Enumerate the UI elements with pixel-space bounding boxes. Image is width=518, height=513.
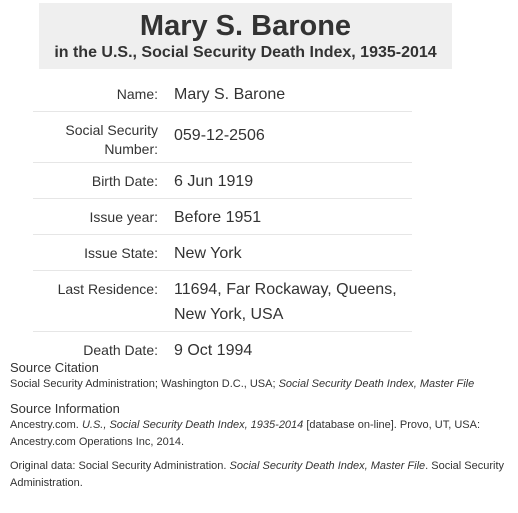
source-citation-heading: Source Citation [10,360,99,375]
fact-label: Birth Date: [33,163,174,199]
fact-row-issue-state [33,235,412,271]
source-information-heading: Source Information [10,401,120,416]
fact-value: 9 Oct 1994 [174,342,253,359]
person-name-title: Mary S. Barone [139,10,352,42]
fact-label: Last Residence: [33,271,174,332]
source-citation-text [10,376,515,393]
collection-subtitle: in the U.S., Social Security Death Index, 1935-2014 [54,44,437,61]
record-header [39,3,452,69]
fact-value: New York [174,235,412,271]
fact-value: Before 1951 [174,199,412,235]
fact-label: Issue year: [33,199,174,235]
original-part1: Original data: Social Security Administration. [10,460,230,472]
fact-value: Mary S. Barone [174,76,412,112]
info-part2: U.S., Social Security Death Index, 1935-2014 [81,419,304,431]
fact-row-ssn [33,112,412,163]
fact-row-last-residence [33,271,412,332]
fact-label: Social Security Number: [33,112,174,163]
original-part3: . Social Security Administration. [10,460,505,489]
source-information-text [10,417,515,451]
fact-value: 11694, Far Rockaway, Queens, New York, USA [174,271,412,332]
source-citation [10,359,515,393]
fact-value: 6 Jun 1919 [174,163,412,199]
info-part3: [database on-line]. Provo, UT, USA: Ancestry.com Operations Inc, 2014. [10,419,480,448]
fact-label: Name: [33,76,174,112]
fact-row-birth-date [33,163,412,199]
fact-label: Issue State: [33,235,174,271]
info-part1: Ancestry.com. [10,419,82,431]
citation-plain: Social Security Administration; Washington D.C., USA; [10,378,279,390]
original-part2: Social Security Death Index, Master File [229,460,426,472]
citation-italic: Social Security Death Index, Master File [278,378,475,390]
fact-label: Death Date: [83,342,158,358]
original-data-text [10,458,515,492]
fact-value: 059-12-2506 [174,112,412,163]
record-facts-table [33,76,412,367]
fact-row-issue-year [33,199,412,235]
source-information [10,400,515,492]
source-section [10,359,515,499]
fact-row-name [33,76,412,112]
